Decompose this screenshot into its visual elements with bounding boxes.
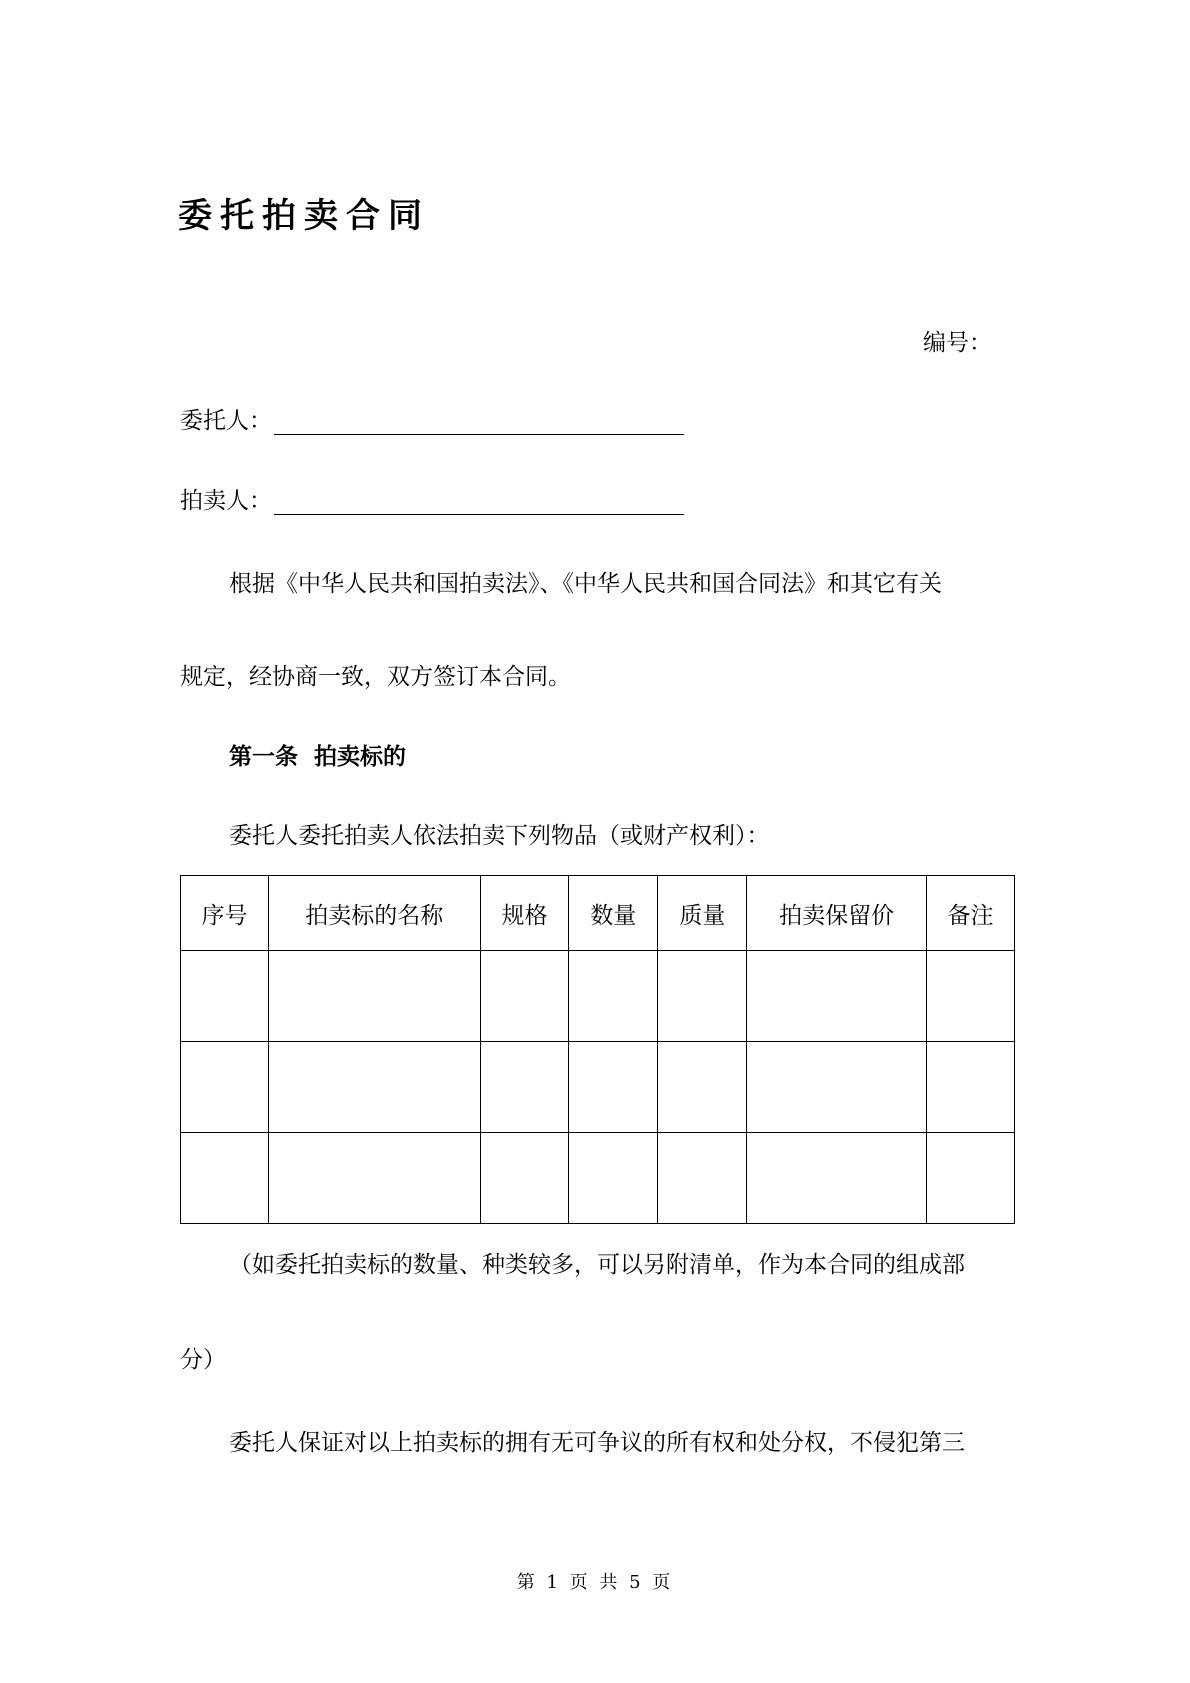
guarantee-paragraph-line1: 委托人保证对以上拍卖标的拥有无可争议的所有权和处分权，不侵犯第三 [229, 1430, 965, 1456]
table-cell [927, 951, 1015, 1042]
table-cell [480, 951, 569, 1042]
auctioneer-field [180, 482, 684, 515]
intro-paragraph-line2: 规定，经协商一致，双方签订本合同。 [180, 664, 571, 690]
header-item-name: 拍卖标的名称 [268, 876, 480, 951]
table-cell [268, 1042, 480, 1133]
table-cell [747, 951, 927, 1042]
contract-number-label: 编号： [923, 330, 992, 356]
table-cell [747, 1042, 927, 1133]
consignor-field [180, 402, 684, 435]
table-cell [658, 1133, 747, 1224]
table-cell [569, 951, 658, 1042]
table-cell [658, 1042, 747, 1133]
table-cell [268, 951, 480, 1042]
document-title: 委托拍卖合同 [178, 196, 430, 236]
table-cell [747, 1133, 927, 1224]
auctioneer-blank-line [274, 488, 684, 515]
table-cell [658, 951, 747, 1042]
table-cell [480, 1133, 569, 1224]
table-cell [268, 1133, 480, 1224]
table-cell [569, 1133, 658, 1224]
auction-items-table [180, 875, 1015, 1224]
table-note-line2: 分） [180, 1347, 226, 1373]
consignor-label: 委托人： [180, 408, 272, 434]
table-cell [927, 1042, 1015, 1133]
header-quality: 质量 [658, 876, 747, 951]
consignor-blank-line [274, 408, 684, 435]
table-note-line1: （如委托拍卖标的数量、种类较多，可以另附清单，作为本合同的组成部 [229, 1252, 965, 1278]
header-serial: 序号 [181, 876, 269, 951]
table-row [181, 1042, 1015, 1133]
table-cell [181, 1042, 269, 1133]
table-cell [181, 1133, 269, 1224]
header-quantity: 数量 [569, 876, 658, 951]
table-header-row [181, 876, 1015, 951]
table-cell [181, 951, 269, 1042]
header-spec: 规格 [480, 876, 569, 951]
table-row [181, 951, 1015, 1042]
header-remarks: 备注 [927, 876, 1015, 951]
table-row [181, 1133, 1015, 1224]
table-cell [927, 1133, 1015, 1224]
auctioneer-label: 拍卖人： [180, 488, 272, 514]
article1-text: 委托人委托拍卖人依法拍卖下列物品（或财产权利）： [229, 823, 770, 849]
intro-paragraph-line1: 根据《中华人民共和国拍卖法》、《中华人民共和国合同法》和其它有关 [229, 571, 942, 597]
header-reserve-price: 拍卖保留价 [747, 876, 927, 951]
article1-heading: 第一条 拍卖标的 [229, 744, 407, 770]
table-cell [569, 1042, 658, 1133]
page-footer: 第 1 页 共 5 页 [516, 1572, 674, 1593]
table-cell [480, 1042, 569, 1133]
